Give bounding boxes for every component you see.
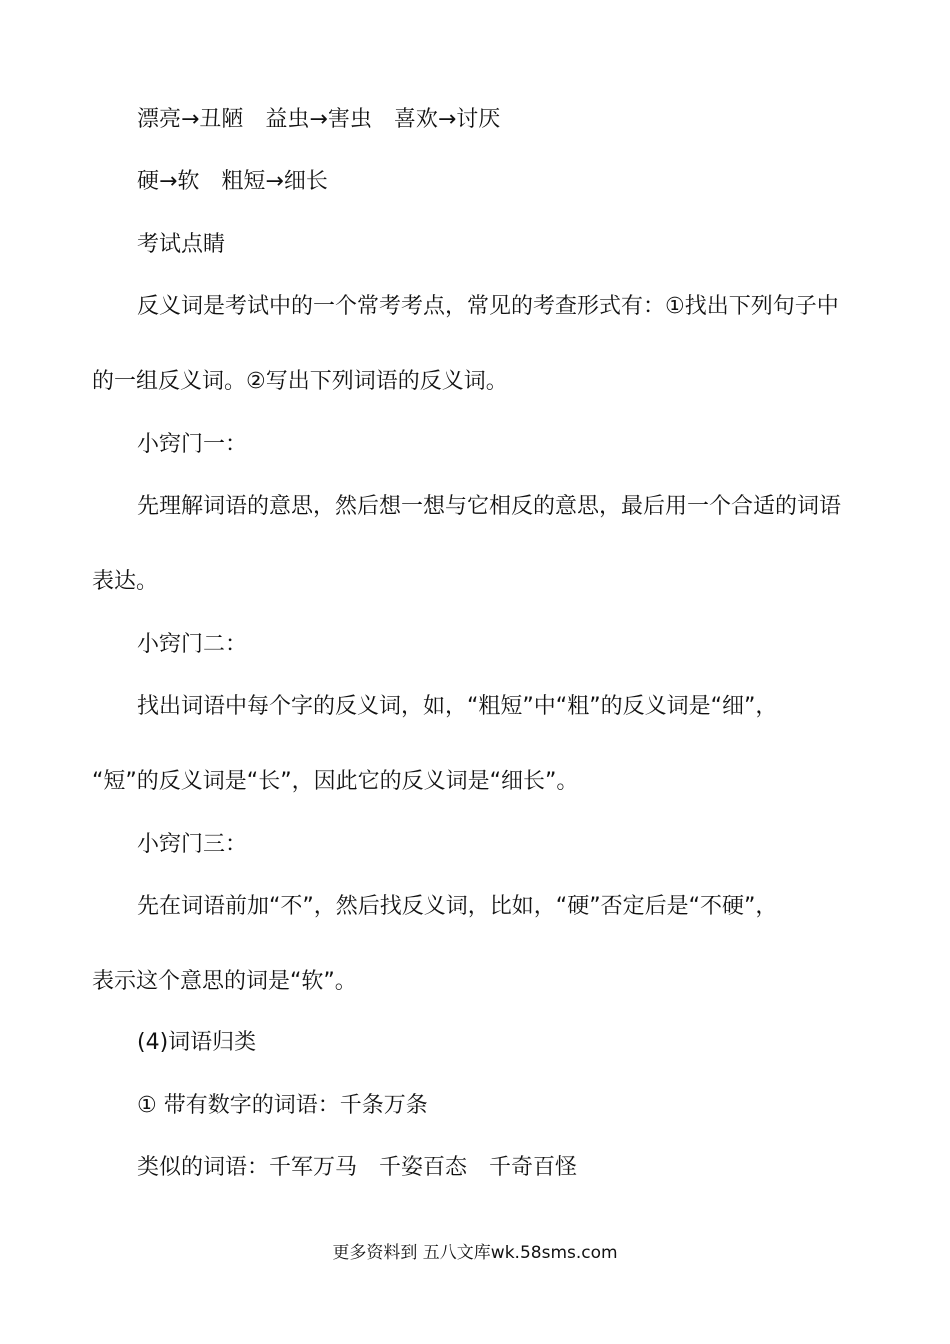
similar-words-line: 类似的词语：千军万马 千姿百态 千奇百怪 — [137, 1155, 578, 1180]
tip-2-text: 找出词语中每个字的反义词，如，“粗短”中“粗”的反义词是“细”， — [137, 694, 778, 719]
tip-3-heading: 小窍门三： — [137, 832, 248, 857]
section-heading-exam-tips: 考试点睛 — [137, 232, 226, 257]
tip-2-text-cont: “短”的反义词是“长”，因此它的反义词是“细长”。 — [92, 769, 579, 794]
antonym-pairs-line-1: 漂亮→丑陋 益虫→害虫 喜欢→讨厌 — [137, 107, 501, 132]
tip-1-text-cont: 表达。 — [92, 569, 159, 594]
paragraph-exam-intro: 反义词是考试中的一个常考考点，常见的考查形式有：①找出下列句子中 — [137, 294, 839, 319]
tip-1-text: 先理解词语的意思，然后想一想与它相反的意思，最后用一个合适的词语 — [137, 494, 842, 519]
tip-3-text-cont: 表示这个意思的词是“软”。 — [92, 969, 357, 994]
tip-3-text: 先在词语前加“不”，然后找反义词，比如，“硬”否定后是“不硬”， — [137, 894, 778, 919]
tip-1-heading: 小窍门一： — [137, 432, 248, 457]
antonym-pairs-line-2: 硬→软 粗短→细长 — [137, 169, 328, 194]
number-words-item: ① 带有数字的词语：千条万条 — [137, 1093, 428, 1118]
section-heading-word-classification: (4)词语归类 — [137, 1030, 257, 1055]
footer-source: 更多资料到 五八文库wk.58sms.com — [332, 1243, 618, 1263]
tip-2-heading: 小窍门二： — [137, 632, 248, 657]
paragraph-exam-intro-cont: 的一组反义词。②写出下列词语的反义词。 — [92, 369, 508, 394]
